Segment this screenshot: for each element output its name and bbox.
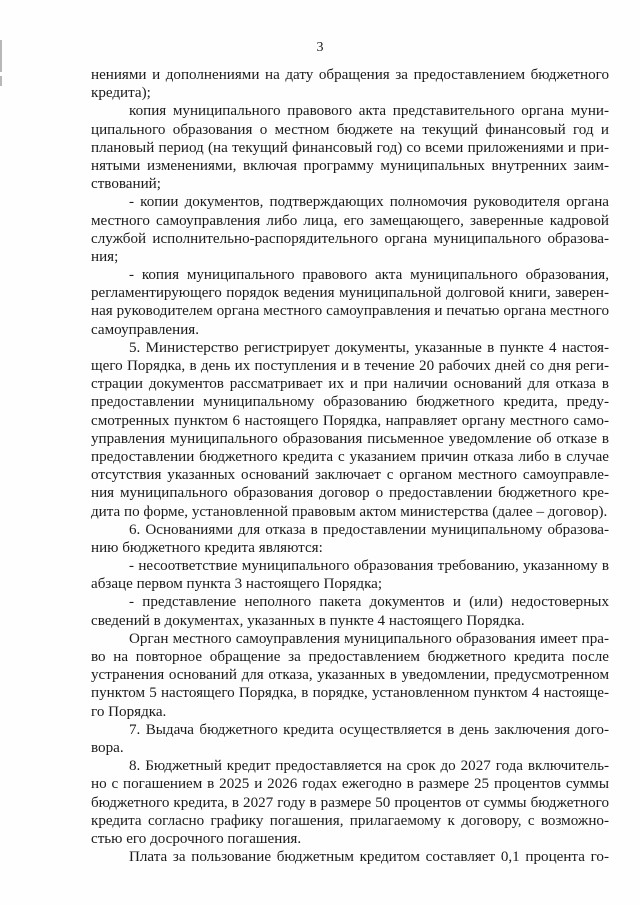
text-line: - копия муниципального правового акта муниципального образования,	[129, 267, 609, 284]
text-line: пунктом 5 настоящего Порядка, в порядке, установленном пунктом 4 настояще-	[91, 685, 609, 702]
text-line: нениями и дополнениями на дату обращения за предоставлением бюджетного	[91, 67, 609, 83]
text-line: бюджетного кредита, в 2027 году в размере 50 процентов от суммы бюджетного	[91, 794, 609, 811]
text-line: отсутствия указанных оснований заключает с органом местного самоуправле-	[91, 467, 609, 484]
text-line: ципального образования о местном бюджете на текущий финансовый год и	[91, 121, 609, 138]
text-line: 6. Основаниями для отказа в предоставлении муниципальному образова-	[129, 521, 609, 538]
text-line: ная руководителем органа местного самоуправления и печатью органа местного	[91, 303, 609, 320]
text-line: - несоответствие муниципального образования требованию, указанному в	[129, 558, 609, 575]
text-line: - представление неполного пакета документов и (или) недостоверных	[129, 594, 609, 611]
text-line: стью его досрочного погашения.	[91, 830, 302, 847]
text-line: устранения оснований для отказа, указанных в уведомлении, предусмотренном	[91, 667, 609, 684]
text-line: но с погашением в 2025 и 2026 годах ежегодно в размере 25 процентов суммы	[91, 776, 609, 793]
text-line: сведений в документах, указанных в пункте 4 настоящего Порядка.	[91, 612, 525, 629]
text-line: во на повторное обращение за предоставлением бюджетного кредита после	[91, 649, 609, 665]
text-line: дита по форме, установленной правовым актом министерства (далее – договор).	[91, 503, 608, 520]
text-line: абзаце первом пункта 3 настоящего Порядка;	[91, 576, 383, 593]
text-line: копия муниципального правового акта представительного органа муни-	[129, 103, 609, 120]
document-body	[91, 66, 609, 866]
text-line: ствований;	[91, 176, 161, 193]
text-line: страции документов рассматривает их и при наличии оснований для отказа в	[91, 376, 609, 393]
text-line: го Порядка.	[91, 703, 167, 720]
text-line: 5. Министерство регистрирует документы, указанные в пункте 4 настоя-	[129, 339, 609, 356]
text-line: 7. Выдача бюджетного кредита осуществляется в день заключения дого-	[129, 721, 609, 738]
text-line: - копии документов, подтверждающих полномочия руководителя органа	[129, 194, 609, 211]
text-line: смотренных пунктом 6 настоящего Порядка, направляет органу местного само-	[91, 412, 609, 429]
text-line: Плата за пользование бюджетным кредитом составляет 0,1 процента го-	[129, 849, 609, 866]
text-line: Орган местного самоуправления муниципального образования имеет пра-	[129, 630, 609, 647]
text-line: регламентирующего порядок ведения муниципальной долговой книги, заверен-	[91, 285, 609, 302]
text-line: управления муниципального образования письменное уведомление об отказе в	[91, 430, 609, 447]
page-number: 3	[316, 40, 324, 55]
text-line: местного самоуправления либо лица, его замещающего, заверенные кадровой	[91, 212, 609, 229]
text-line: ния муниципального образования договор о предоставлении бюджетного кре-	[91, 485, 609, 502]
text-line: плановый период (на текущий финансовый год) со всеми приложениями и при-	[91, 139, 609, 156]
text-line: нию бюджетного кредита являются:	[91, 539, 323, 556]
text-line: ния;	[91, 248, 119, 265]
text-line: службой исполнительно-распорядительного органа муниципального образова-	[91, 230, 609, 247]
text-line: кредита согласно графику погашения, прилагаемому к договору, с возможно-	[91, 812, 609, 829]
text-line: щего Порядка, в день их поступления и в течение 20 рабочих дней со дня реги-	[91, 358, 609, 374]
text-line: предоставлении муниципальному образованию бюджетного кредита, преду-	[91, 394, 609, 411]
scan-edge-mark	[0, 76, 2, 86]
text-line: предоставлении бюджетного кредита с указанием причин отказа либо в случае	[91, 448, 609, 465]
text-line: самоуправления.	[91, 321, 200, 338]
text-line: нятыми изменениями, включая программу муниципальных внутренних заим-	[91, 157, 609, 174]
text-line: 8. Бюджетный кредит предоставляется на срок до 2027 года включитель-	[129, 758, 609, 775]
text-line: кредита);	[91, 85, 151, 102]
text-line: вора.	[91, 739, 124, 756]
